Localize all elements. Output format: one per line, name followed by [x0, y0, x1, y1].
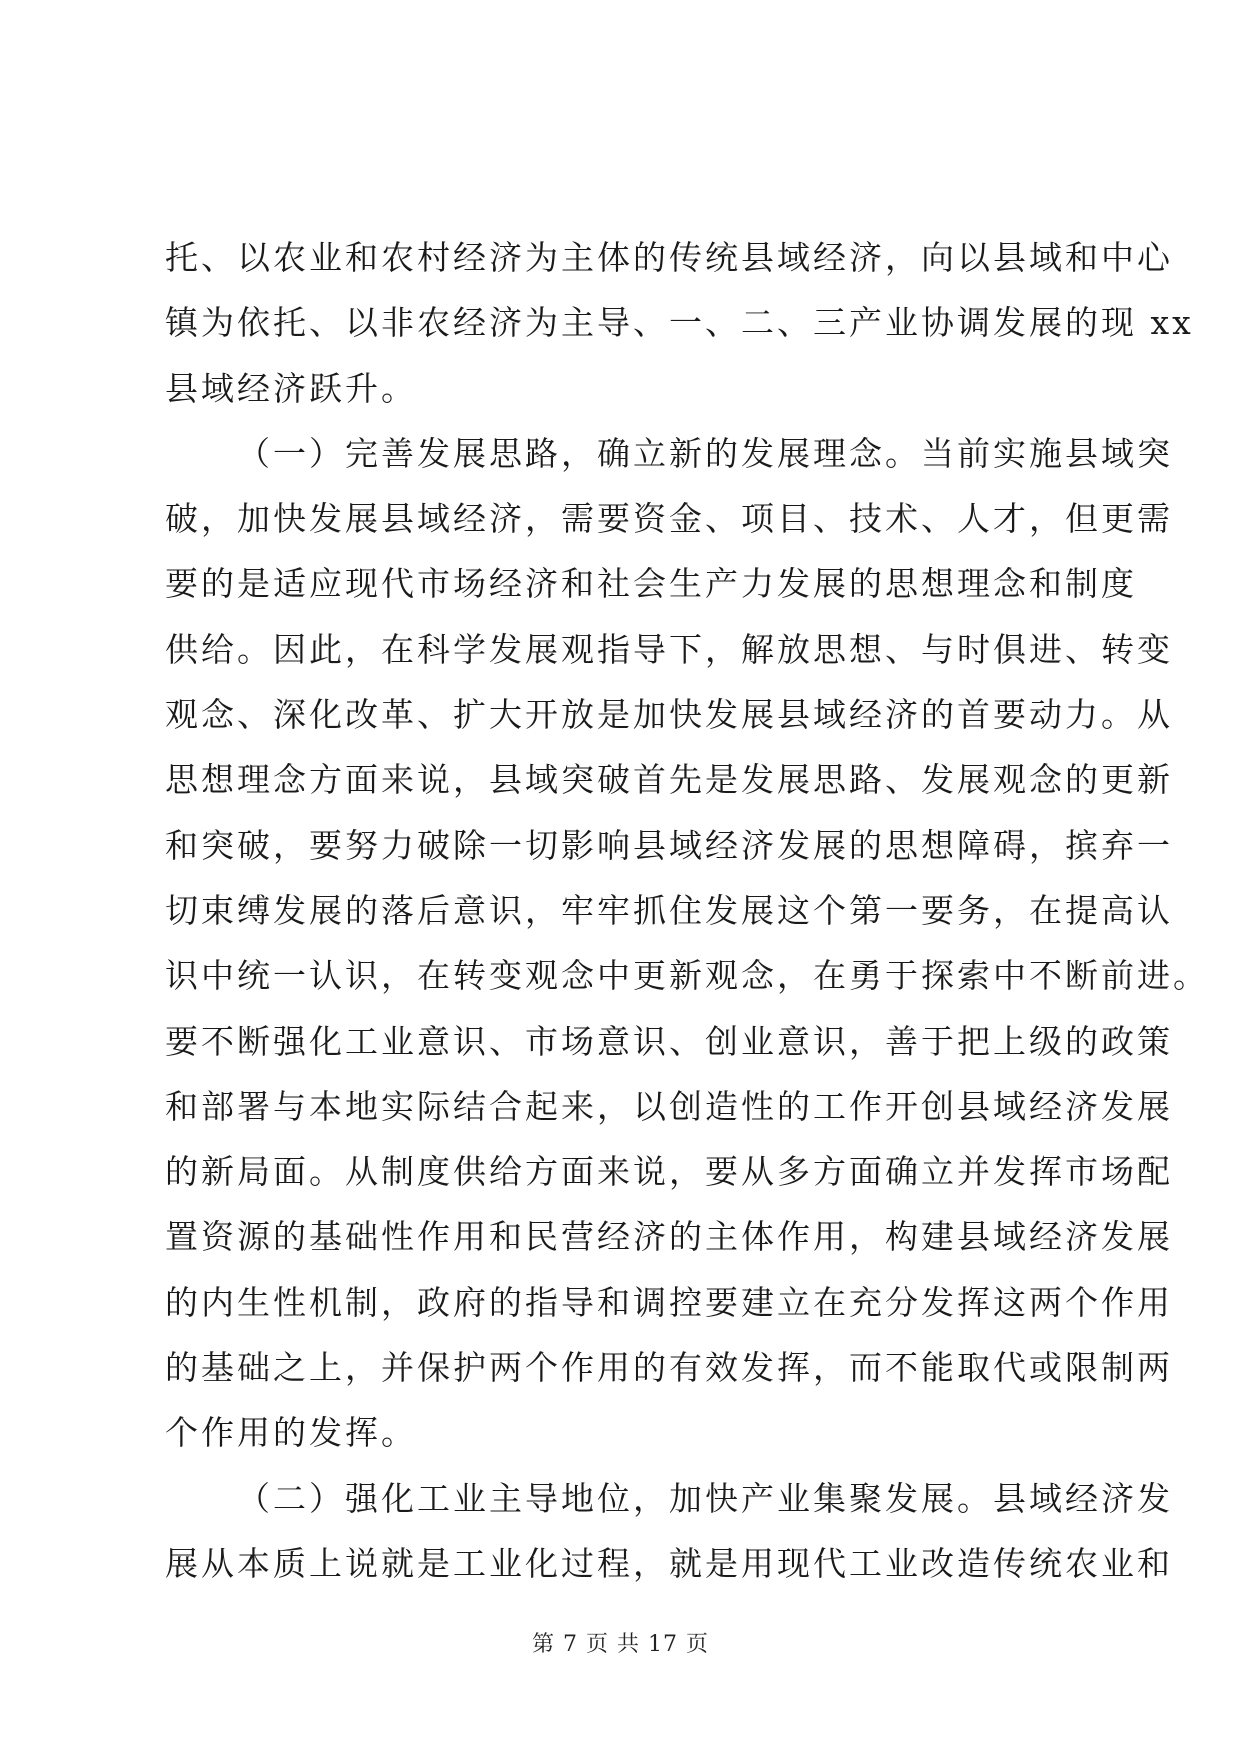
text-line-7: 供给。因此，在科学发展观指导下，解放思想、与时俱进、转变	[165, 629, 1173, 669]
text-line-9: 思想理念方面来说，县域突破首先是发展思路、发展观念的更新	[165, 760, 1173, 800]
text-line-1: 托、以农业和农村经济为主体的传统县域经济，向以县域和中心	[165, 238, 1173, 277]
text-line-8: 观念、深化改革、扩大开放是加快发展县域经济的首要动力。从	[165, 695, 1173, 735]
text-line-5: 破，加快发展县域经济，需要资金、项目、技术、人才，但更需	[165, 499, 1173, 539]
text-line-10: 和突破，要努力破除一切影响县域经济发展的思想障碍，摈弃一	[165, 825, 1173, 865]
text-line-11: 切束缚发展的落后意识，牢牢抓住发展这个第一要务，在提高认	[165, 890, 1173, 930]
text-line-18: 的基础之上，并保护两个作用的有效发挥，而不能取代或限制两	[165, 1348, 1173, 1388]
text-line-6: 要的是适应现代市场经济和社会生产力发展的思想理念和制度	[165, 564, 1137, 604]
page-footer: 第 7 页 共 17 页	[532, 1632, 709, 1657]
text-line-4: （一）完善发展思路，确立新的发展理念。当前实施县域突	[237, 433, 1173, 473]
text-line-21: 展从本质上说就是工业化过程，就是用现代工业改造传统农业和	[165, 1543, 1173, 1583]
text-line-13: 要不断强化工业意识、市场意识、创业意识，善于把上级的政策	[165, 1021, 1173, 1061]
text-line-15: 的新局面。从制度供给方面来说，要从多方面确立并发挥市场配	[165, 1152, 1173, 1192]
body-text	[165, 225, 1209, 1596]
text-line-17: 的内生性机制，政府的指导和调控要建立在充分发挥这两个作用	[165, 1282, 1173, 1322]
text-line-12: 识中统一认识，在转变观念中更新观念，在勇于探索中不断前进。	[165, 956, 1209, 996]
text-line-2: 镇为依托、以非农经济为主导、一、二、三产业协调发展的现 xx	[165, 303, 1194, 343]
text-line-14: 和部署与本地实际结合起来，以创造性的工作开创县域经济发展	[165, 1086, 1173, 1126]
text-line-20: （二）强化工业主导地位，加快产业集聚发展。县域经济发	[237, 1478, 1173, 1518]
text-line-19: 个作用的发挥。	[165, 1413, 417, 1453]
text-line-16: 置资源的基础性作用和民营经济的主体作用，构建县域经济发展	[165, 1217, 1173, 1257]
text-line-3: 县域经济跃升。	[165, 368, 417, 408]
